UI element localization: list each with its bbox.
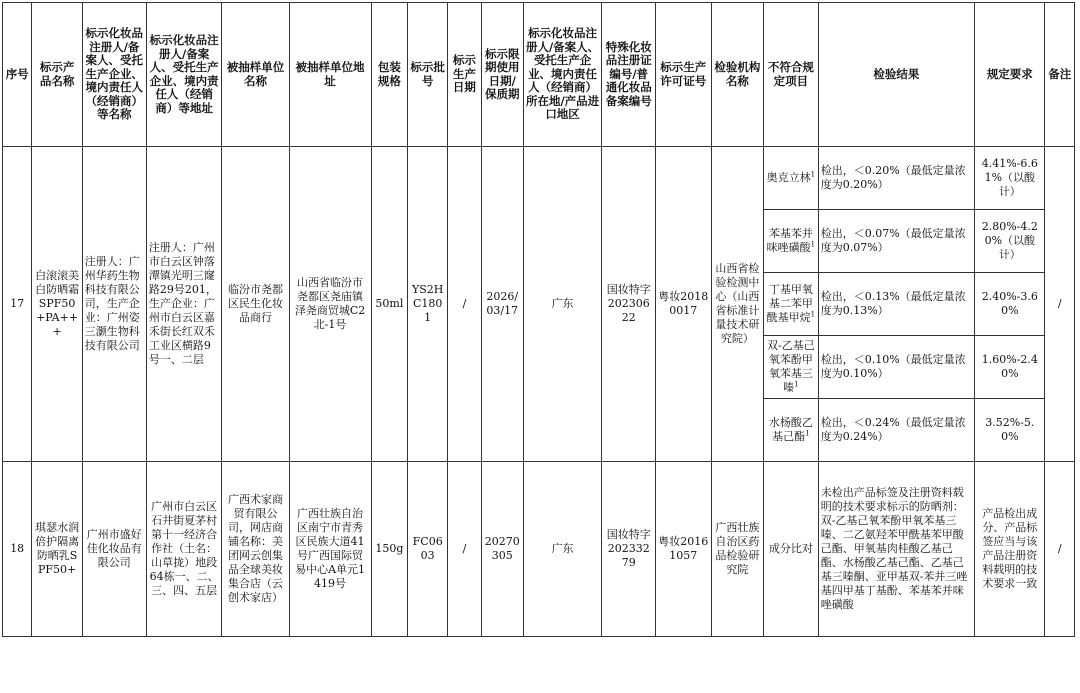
row18-registrant: 广州市盛好佳化妆品有限公司 (82, 462, 146, 637)
row17-batch: YS2HC1801 (408, 147, 448, 462)
row18-item: 成分比对 (764, 462, 819, 637)
inspection-table (2, 2, 1075, 637)
row17-item-1 (764, 147, 819, 210)
table-row (3, 462, 1075, 637)
header-production-date: 标示生产日期 (448, 3, 482, 147)
footnote-mark: 1 (810, 240, 816, 249)
row18-registrant-address: 广州市白云区石井街夏茅村第十一经济合作社（土名：山草拢）地段64栋一、二、三、四、五层 (146, 462, 222, 637)
header-registrant-address: 标示化妆品注册人/备案人、受托生产企业、境内责任人（经销商）等地址 (146, 3, 222, 147)
header-origin: 标示化妆品注册人/备案人、受托生产企业、境内责任人（经销商）所在地/产品进口地区 (523, 3, 602, 147)
row17-item-5 (764, 399, 819, 462)
row17-requirement-1: 4.41%-6.61%（以酸计） (975, 147, 1045, 210)
row17-requirement-5: 3.52%-5.0% (975, 399, 1045, 462)
row18-remark: / (1045, 462, 1075, 637)
row18-license: 粤妆20161057 (655, 462, 711, 637)
row17-lab: 山西省检验检测中心（山西省标准计量技术研究院） (711, 147, 763, 462)
header-expiry: 标示限期使用日期/保质期 (481, 3, 523, 147)
row17-requirement-3: 2.40%-3.60% (975, 273, 1045, 336)
row18-sampled-address: 广西壮族自治区南宁市青秀区民族大道41号广西国际贸易中心A单元1419号 (289, 462, 371, 637)
row17-registrant: 注册人：广州华药生物科技有限公司，生产企业：广州姿三灏生物科技有限公司 (82, 147, 146, 462)
row17-license: 粤妆20180017 (655, 147, 711, 462)
item-name: 苯基苯并咪唑磺酸 (766, 227, 813, 254)
header-product: 标示产品名称 (32, 3, 82, 147)
row17-sampled-unit: 临汾市尧都区民生化妆品商行 (222, 147, 289, 462)
row18-requirement: 产品检出成分、产品标签应当与该产品注册资料载明的技术要求一致 (975, 462, 1045, 637)
row17-result-3: 检出，＜0.13%（最低定量浓度为0.13%） (818, 273, 974, 336)
row18-production-date: / (448, 462, 482, 637)
row18-lab: 广西壮族自治区药品检验研究院 (711, 462, 763, 637)
header-seq: 序号 (3, 3, 32, 147)
row18-seq: 18 (3, 462, 32, 637)
row18-result: 未检出产品标签及注册资料载明的技术要求标示的防晒剂：双-乙基己氧苯酚甲氧苯基三嗪、二乙氨羟苯甲酰基苯甲酸己酯、甲氧基肉桂酸乙基己酯、水杨酸乙基己酯、乙基己基三嗪酮、亚甲基双-苯并三唑基四甲基丁基酚、苯基苯并咪唑磺酸 (818, 462, 974, 637)
row17-production-date: / (448, 147, 482, 462)
item-name: 双-乙基己氧苯酚甲氧苯基三嗪 (767, 339, 815, 394)
header-spec: 包装规格 (371, 3, 408, 147)
header-license: 标示生产许可证号 (655, 3, 711, 147)
header-result: 检验结果 (818, 3, 974, 147)
footnote-mark: 1 (810, 170, 816, 179)
row17-spec: 50ml (371, 147, 408, 462)
header-registrant: 标示化妆品注册人/备案人、受托生产企业、境内责任人（经销商）等名称 (82, 3, 146, 147)
header-requirement: 规定要求 (975, 3, 1045, 147)
item-name: 奥克立林 (766, 171, 811, 184)
row17-result-4: 检出，＜0.10%（最低定量浓度为0.10%） (818, 336, 974, 399)
row17-registrant-address: 注册人：广州市白云区钟落潭镇光明三窿路29号201，生产企业：广州市白云区嘉禾街长红双禾工业区横路9号一、二层 (146, 147, 222, 462)
row17-result-2: 检出，＜0.07%（最低定量浓度为0.07%） (818, 210, 974, 273)
row18-spec: 150g (371, 462, 408, 637)
row17-origin: 广东 (523, 147, 602, 462)
row17-item-3 (764, 273, 819, 336)
header-batch: 标示批号 (408, 3, 448, 147)
row18-cert-number: 国妆特字20233279 (602, 462, 656, 637)
row18-sampled-unit: 广西术家商贸有限公司，网店商铺名称：美团网云创集品全球美妆集合店（云创术家店） (222, 462, 289, 637)
header-lab: 检验机构名称 (711, 3, 763, 147)
row17-result-5: 检出，＜0.24%（最低定量浓度为0.24%） (818, 399, 974, 462)
row17-expiry: 2026/03/17 (481, 147, 523, 462)
row18-expiry: 20270305 (481, 462, 523, 637)
footnote-mark: 1 (805, 429, 810, 438)
row17-sampled-address: 山西省临汾市尧都区尧庙镇泽尧商贸城C2北-1号 (289, 147, 371, 462)
row17-product: 白滚滚美白防晒霜SPF50+PA+++ (32, 147, 82, 462)
row17-seq: 17 (3, 147, 32, 462)
row18-origin: 广东 (523, 462, 602, 637)
row17-cert-number: 国妆特字20230622 (602, 147, 656, 462)
header-cert-number: 特殊化妆品注册证编号/普通化妆品备案编号 (602, 3, 656, 147)
row17-item-4 (764, 336, 819, 399)
item-name: 水杨酸乙基己酯 (768, 416, 813, 443)
row17-requirement-4: 1.60%-2.40% (975, 336, 1045, 399)
row18-batch: FC0603 (408, 462, 448, 637)
header-item: 不符合规定项目 (764, 3, 819, 147)
footnote-mark: 1 (794, 380, 799, 389)
row17-remark: / (1045, 147, 1075, 462)
table-row (3, 147, 1075, 210)
row17-result-1: 检出，＜0.20%（最低定量浓度为0.20%） (818, 147, 974, 210)
header-remark: 备注 (1045, 3, 1075, 147)
row17-item-2 (764, 210, 819, 273)
footnote-mark: 1 (810, 310, 816, 319)
header-sampled-unit: 被抽样单位名称 (222, 3, 289, 147)
row18-product: 琪瑟水润倍护隔离防晒乳SPF50+ (32, 462, 82, 637)
item-name: 丁基甲氧基二苯甲酰基甲烷 (766, 283, 813, 324)
header-sampled-address: 被抽样单位地址 (289, 3, 371, 147)
row17-requirement-2: 2.80%-4.20%（以酸计） (975, 210, 1045, 273)
header-row (3, 3, 1075, 147)
